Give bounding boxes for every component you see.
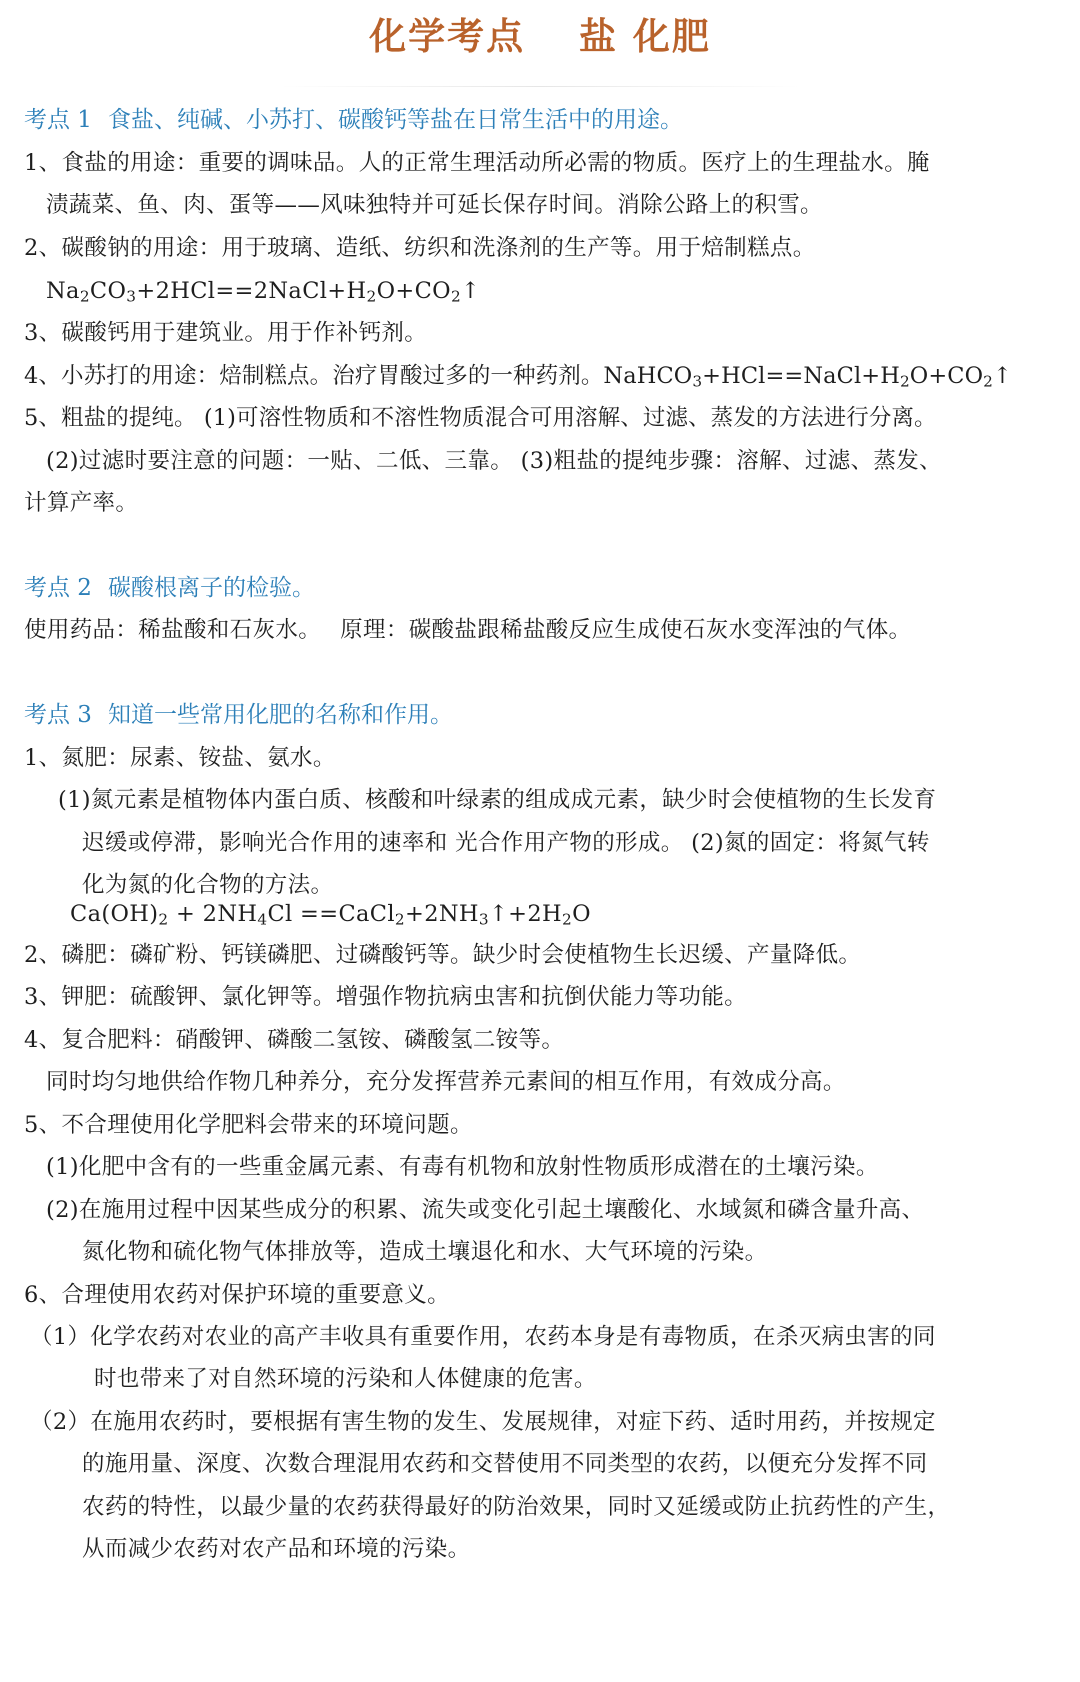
s1-line-5: 4、小苏打的用途：焙制糕点。治疗胃酸过多的一种药剂。 xyxy=(24,363,604,389)
s1-equation-1: $Na_2CO_3+2HCl==2NaCl+H_2O+CO_2↑$ xyxy=(46,278,481,306)
s3-line-11: (2)在施用过程中因某些成分的积累、流失或变化引起土壤酸化、水域氮和磷含量升高、 xyxy=(46,1197,925,1223)
s3-line-8: 同时均匀地供给作物几种养分，充分发挥营养元素间的相互作用，有效成分高。 xyxy=(46,1069,846,1095)
s1-equation-2: $NaHCO_3+HCl==NaCl+H_2O+CO_2↑$ xyxy=(603,363,1012,391)
s3-line-10: (1)化肥中含有的一些重金属元素、有毒有机物和放射性物质形成潜在的土壤污染。 xyxy=(46,1154,879,1180)
s3-line-3: 迟缓或停滞，影响光合作用的速率和 光合作用产物的形成。 (2)氮的固定：将氮气转 xyxy=(82,830,930,856)
s3-equation-1: $Ca(OH)_2 + 2NH_4Cl$ $==CaCl_2+2NH_3↑+2H_2O$ xyxy=(70,901,591,929)
section-1-heading xyxy=(24,105,683,135)
s1-line-2: 渍蔬菜、鱼、肉、蛋等——风味独特并可延长保存时间。消除公路上的积雪。 xyxy=(46,192,823,218)
s1-line-3: 2、碳酸钠的用途：用于玻璃、造纸、纺织和洗涤剂的生产等。用于焙制糕点。 xyxy=(24,235,816,261)
s3-line-5: 2、磷肥：磷矿粉、钙镁磷肥、过磷酸钙等。缺少时会使植物生长迟缓、产量降低。 xyxy=(24,942,862,968)
section-1-tag: 考点 1 xyxy=(24,107,92,133)
section-2-heading xyxy=(24,573,315,603)
s3-line-16: （2）在施用农药时，要根据有害生物的发生、发展规律，对症下药、适时用药，并按规定 xyxy=(30,1409,936,1435)
section-2-tag: 考点 2 xyxy=(24,575,92,601)
page-title: 化学考点 盐 化肥 xyxy=(369,14,711,58)
s3-line-19: 从而减少农药对农产品和环境的污染。 xyxy=(82,1536,471,1562)
section-2-title: 碳酸根离子的检验。 xyxy=(107,575,315,601)
s1-line-8: 计算产率。 xyxy=(24,490,139,516)
s1-line-7: (2)过滤时要注意的问题：一贴、二低、三靠。 (3)粗盐的提纯步骤：溶解、过滤、蒸发、 xyxy=(46,448,942,474)
s3-line-1: 1、氮肥：尿素、铵盐、氨水。 xyxy=(24,745,336,771)
s3-line-12: 氮化物和硫化物气体排放等，造成土壤退化和水、大气环境的污染。 xyxy=(82,1239,768,1265)
s3-line-15: 时也带来了对自然环境的污染和人体健康的危害。 xyxy=(94,1366,597,1392)
s3-line-13: 6、合理使用农药对保护环境的重要意义。 xyxy=(24,1282,450,1308)
s3-line-9: 5、不合理使用化学肥料会带来的环境问题。 xyxy=(24,1112,473,1138)
s3-line-18: 农药的特性，以最少量的农药获得最好的防治效果，同时又延缓或防止抗药性的产生， xyxy=(82,1494,951,1520)
s3-line-17: 的施用量、深度、次数合理混用农药和交替使用不同类型的农药，以便充分发挥不同 xyxy=(82,1451,928,1477)
title-divider xyxy=(280,86,800,87)
s1-line-4: 3、碳酸钙用于建筑业。用于作补钙剂。 xyxy=(24,320,428,346)
section-3-title: 知道一些常用化肥的名称和作用。 xyxy=(107,702,453,728)
s1-line-5-row xyxy=(24,361,1012,391)
s1-line-6: 5、粗盐的提纯。 (1)可溶性物质和不溶性物质混合可用溶解、过滤、蒸发的方法进行分离。 xyxy=(24,405,937,431)
s3-line-6: 3、钾肥：硫酸钾、氯化钾等。增强作物抗病虫害和抗倒伏能力等功能。 xyxy=(24,984,748,1010)
s1-line-1: 1、食盐的用途：重要的调味品。人的正常生理活动所必需的物质。医疗上的生理盐水。腌 xyxy=(24,150,930,176)
s3-line-14: （1）化学农药对农业的高产丰收具有重要作用，农药本身是有毒物质，在杀灭病虫害的同 xyxy=(30,1324,936,1350)
s3-line-4: 化为氮的化合物的方法。 xyxy=(82,872,334,898)
s2-line-1: 使用药品：稀盐酸和石灰水。 原理：碳酸盐跟稀盐酸反应生成使石灰水变浑浊的气体。 xyxy=(24,617,912,643)
section-3-heading xyxy=(24,700,453,730)
section-3-tag: 考点 3 xyxy=(24,702,92,728)
s3-line-7: 4、复合肥料：硝酸钾、磷酸二氢铵、磷酸氢二铵等。 xyxy=(24,1027,565,1053)
section-1-title: 食盐、纯碱、小苏打、碳酸钙等盐在日常生活中的用途。 xyxy=(107,107,683,133)
s3-line-2: (1)氮元素是植物体内蛋白质、核酸和叶绿素的组成成元素，缺少时会使植物的生长发育 xyxy=(58,787,937,813)
